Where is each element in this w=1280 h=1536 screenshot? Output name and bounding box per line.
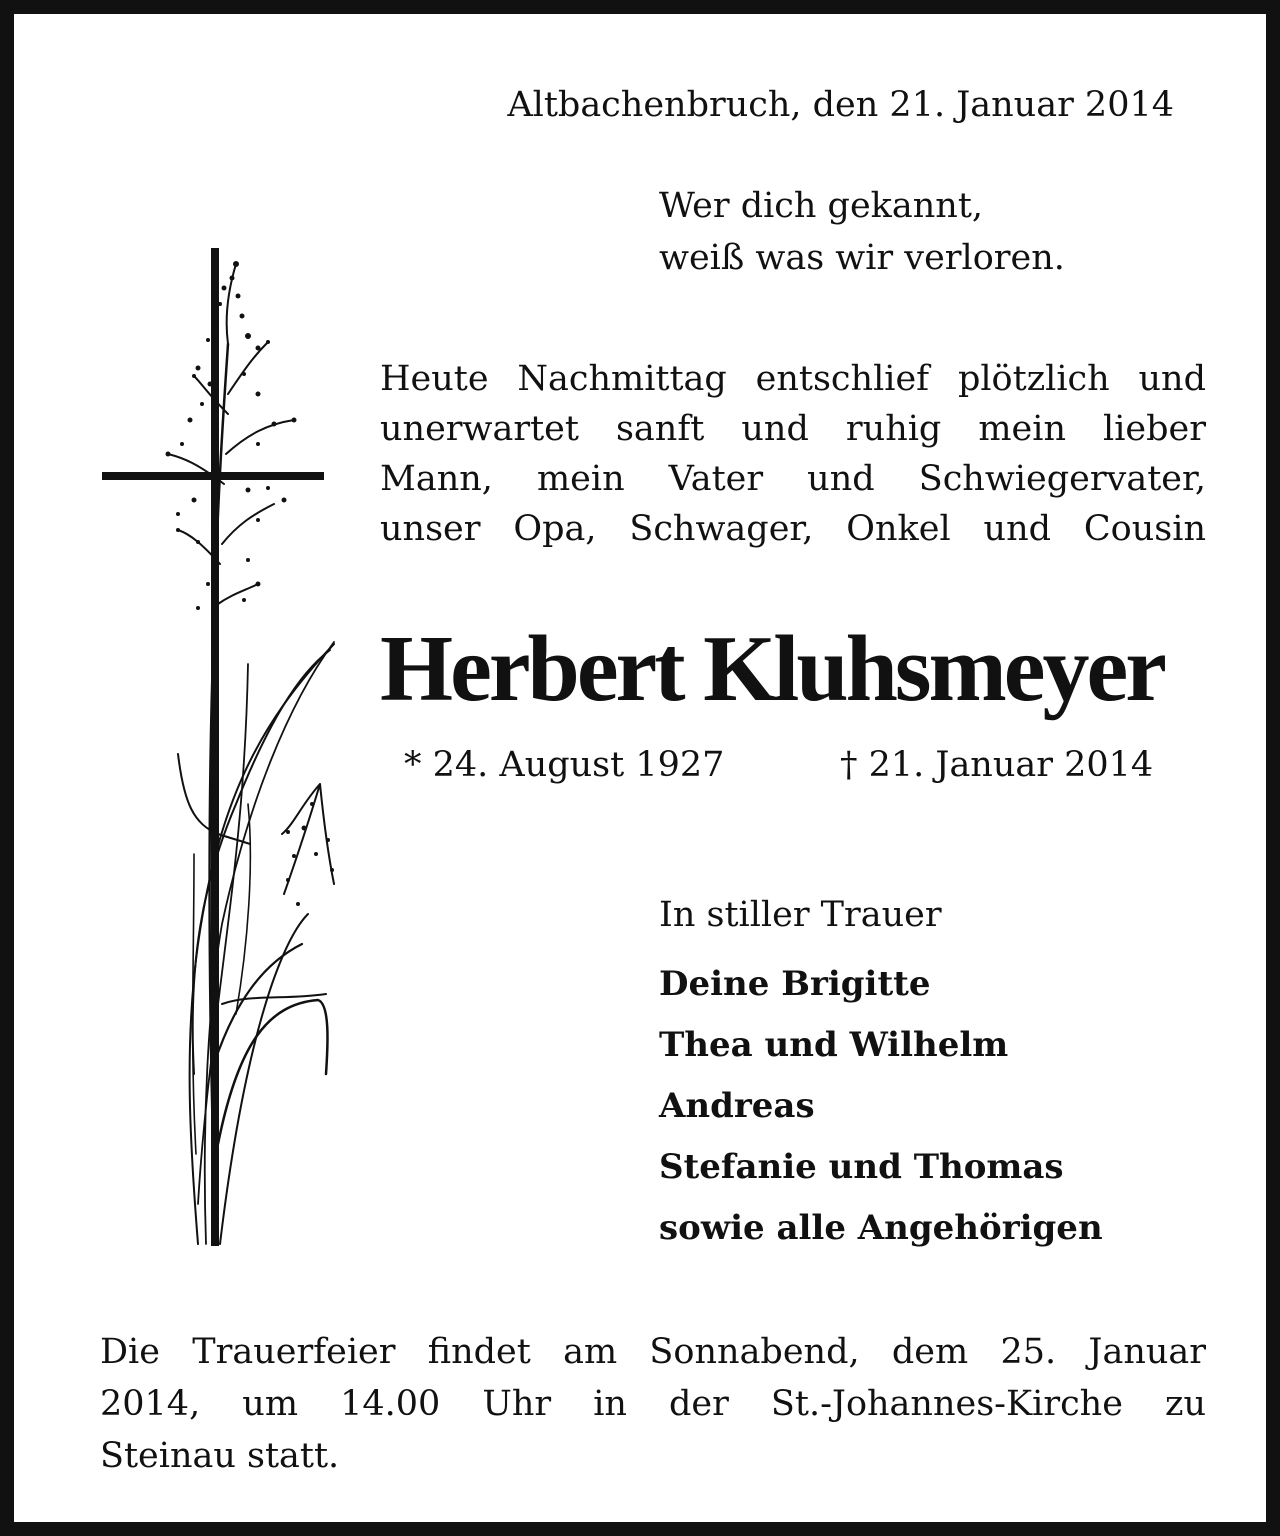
cross-with-grass-icon [98, 244, 358, 1254]
mourning-label: In stiller Trauer [659, 895, 942, 935]
intro-text [380, 354, 1206, 554]
place-date: Altbachenbruch, den 21. Januar 2014 [507, 85, 1174, 125]
mourner: Andreas [659, 1086, 815, 1126]
birth-date: * 24. August 1927 [404, 745, 725, 785]
quote-line: weiß was wir verloren. [659, 238, 1065, 278]
mourner: Deine Brigitte [659, 964, 931, 1004]
intro-line: unerwartet sanft und ruhig mein lieber [380, 409, 1206, 449]
service-line: 2014, um 14.00 Uhr in der St.-Johannes-Kirche zu [100, 1384, 1206, 1424]
deceased-name: Herbert Kluhsmeyer [380, 617, 1164, 721]
death-date: † 21. Januar 2014 [840, 745, 1154, 785]
grass-icon [168, 264, 334, 1244]
intro-line: unser Opa, Schwager, Onkel und Cousin [380, 509, 1206, 549]
service-line: Steinau statt. [100, 1436, 340, 1476]
mourners-list [659, 954, 1103, 1259]
mourner: sowie alle Angehörigen [659, 1208, 1103, 1248]
quote [659, 180, 1065, 284]
intro-line: Heute Nachmittag entschlief plötzlich und [380, 359, 1206, 399]
service-info [100, 1326, 1206, 1482]
service-line: Die Trauerfeier findet am Sonnabend, dem 25. Januar [100, 1332, 1206, 1372]
intro-line: Mann, mein Vater und Schwiegervater, [380, 459, 1206, 499]
mourner: Thea und Wilhelm [659, 1025, 1009, 1065]
mourner: Stefanie und Thomas [659, 1147, 1064, 1187]
quote-line: Wer dich gekannt, [659, 186, 984, 226]
